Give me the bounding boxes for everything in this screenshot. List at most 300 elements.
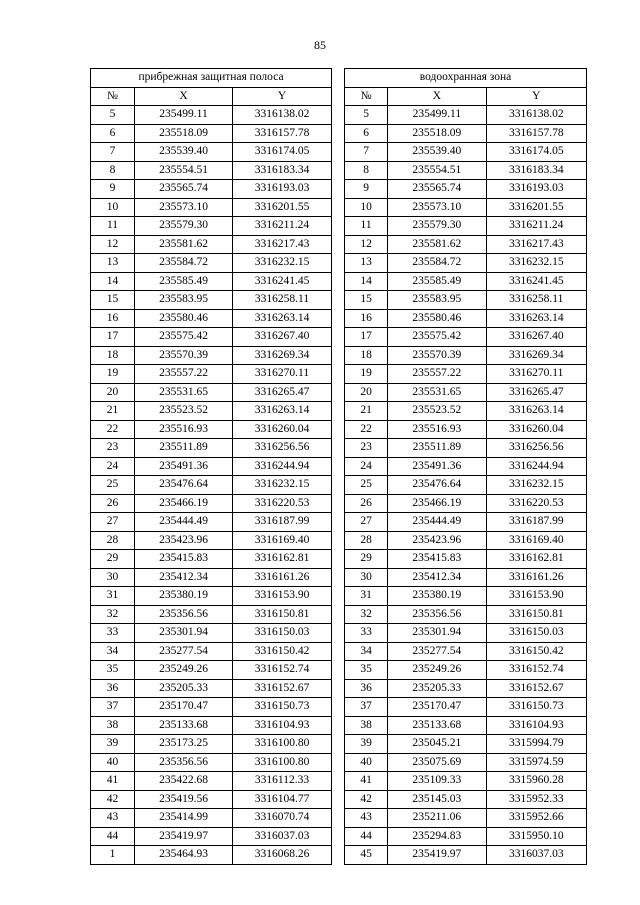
cell-x: 235518.09 <box>388 124 486 143</box>
table-row <box>345 846 587 865</box>
table-row <box>91 106 332 125</box>
table-row <box>345 661 587 680</box>
cell-y: 3316150.03 <box>486 624 586 643</box>
cell-x: 235133.68 <box>388 716 486 735</box>
table-row <box>345 291 587 310</box>
cell-y: 3316265.47 <box>486 383 586 402</box>
cell-x: 235518.09 <box>135 124 233 143</box>
cell-number: 44 <box>345 827 388 846</box>
cell-x: 235249.26 <box>388 661 486 680</box>
cell-y: 3316267.40 <box>486 328 586 347</box>
cell-number: 17 <box>91 328 135 347</box>
cell-x: 235075.69 <box>388 753 486 772</box>
cell-y: 3315952.33 <box>486 790 586 809</box>
cell-y: 3316100.80 <box>233 753 332 772</box>
cell-x: 235170.47 <box>135 698 233 717</box>
cell-y: 3316068.26 <box>233 846 332 865</box>
cell-number: 11 <box>345 217 388 236</box>
cell-x: 235414.99 <box>135 809 233 828</box>
cell-y: 3315952.66 <box>486 809 586 828</box>
cell-x: 235301.94 <box>388 624 486 643</box>
cell-number: 37 <box>345 698 388 717</box>
cell-x: 235466.19 <box>135 494 233 513</box>
cell-y: 3316169.40 <box>486 531 586 550</box>
cell-x: 235583.95 <box>388 291 486 310</box>
cell-x: 235584.72 <box>135 254 233 273</box>
table-row <box>91 753 332 772</box>
cell-y: 3316100.80 <box>233 735 332 754</box>
cell-y: 3316258.11 <box>486 291 586 310</box>
table-row <box>345 439 587 458</box>
table-row <box>345 568 587 587</box>
cell-y: 3316112.33 <box>233 772 332 791</box>
table-row <box>345 716 587 735</box>
cell-y: 3316260.04 <box>486 420 586 439</box>
cell-x: 235575.42 <box>388 328 486 347</box>
cell-number: 25 <box>345 476 388 495</box>
cell-y: 3316152.67 <box>486 679 586 698</box>
table-row <box>91 272 332 291</box>
cell-number: 31 <box>345 587 388 606</box>
table-row <box>91 846 332 865</box>
table-row <box>345 346 587 365</box>
table-row <box>345 753 587 772</box>
table-row <box>91 383 332 402</box>
cell-x: 235423.96 <box>135 531 233 550</box>
cell-x: 235419.97 <box>135 827 233 846</box>
cell-number: 18 <box>345 346 388 365</box>
cell-y: 3316150.42 <box>486 642 586 661</box>
cell-y: 3316150.81 <box>233 605 332 624</box>
cell-number: 1 <box>91 846 135 865</box>
cell-number: 14 <box>345 272 388 291</box>
cell-y: 3316150.73 <box>233 698 332 717</box>
cell-x: 235511.89 <box>135 439 233 458</box>
cell-number: 5 <box>91 106 135 125</box>
cell-number: 24 <box>345 457 388 476</box>
cell-number: 29 <box>91 550 135 569</box>
cell-y: 3316037.03 <box>486 846 586 865</box>
cell-number: 23 <box>345 439 388 458</box>
cell-y: 3316217.43 <box>486 235 586 254</box>
cell-y: 3316104.93 <box>233 716 332 735</box>
cell-y: 3316263.14 <box>233 309 332 328</box>
cell-x: 235294.83 <box>388 827 486 846</box>
cell-number: 32 <box>91 605 135 624</box>
table-row <box>91 161 332 180</box>
cell-x: 235531.65 <box>388 383 486 402</box>
cell-y: 3316232.15 <box>486 476 586 495</box>
cell-x: 235557.22 <box>135 365 233 384</box>
column-header-x: X <box>135 87 233 106</box>
table-row <box>91 439 332 458</box>
cell-y: 3315950.10 <box>486 827 586 846</box>
cell-x: 235516.93 <box>135 420 233 439</box>
column-header-number: № <box>345 87 388 106</box>
table-row <box>345 254 587 273</box>
cell-number: 7 <box>345 143 388 162</box>
cell-x: 235415.83 <box>388 550 486 569</box>
cell-y: 3316211.24 <box>233 217 332 236</box>
cell-y: 3316157.78 <box>233 124 332 143</box>
cell-y: 3316187.99 <box>233 513 332 532</box>
table-row <box>91 698 332 717</box>
cell-x: 235580.46 <box>135 309 233 328</box>
table-row <box>91 624 332 643</box>
table-title-row <box>345 69 587 88</box>
table-row <box>91 217 332 236</box>
cell-y: 3316263.14 <box>486 309 586 328</box>
cell-x: 235573.10 <box>135 198 233 217</box>
cell-number: 15 <box>345 291 388 310</box>
table-row <box>91 809 332 828</box>
cell-y: 3316152.67 <box>233 679 332 698</box>
cell-x: 235133.68 <box>135 716 233 735</box>
cell-number: 8 <box>91 161 135 180</box>
cell-x: 235419.56 <box>135 790 233 809</box>
table-row <box>91 402 332 421</box>
table-row <box>91 531 332 550</box>
cell-x: 235511.89 <box>388 439 486 458</box>
cell-number: 25 <box>91 476 135 495</box>
cell-x: 235277.54 <box>388 642 486 661</box>
cell-x: 235579.30 <box>135 217 233 236</box>
cell-number: 34 <box>91 642 135 661</box>
table-row <box>91 679 332 698</box>
cell-x: 235499.11 <box>135 106 233 125</box>
cell-number: 29 <box>345 550 388 569</box>
cell-y: 3316201.55 <box>233 198 332 217</box>
cell-x: 235444.49 <box>135 513 233 532</box>
cell-number: 43 <box>91 809 135 828</box>
table-row <box>91 420 332 439</box>
cell-x: 235554.51 <box>388 161 486 180</box>
table-row <box>91 365 332 384</box>
cell-x: 235205.33 <box>135 679 233 698</box>
table-title: водоохранная зона <box>345 69 587 88</box>
left-coordinates-table <box>90 68 332 865</box>
cell-y: 3316157.78 <box>486 124 586 143</box>
right-coordinates-table <box>344 68 587 865</box>
cell-x: 235565.74 <box>388 180 486 199</box>
cell-x: 235422.68 <box>135 772 233 791</box>
table-row <box>345 420 587 439</box>
cell-number: 23 <box>91 439 135 458</box>
cell-number: 34 <box>345 642 388 661</box>
cell-number: 26 <box>91 494 135 513</box>
column-header-y: Y <box>486 87 586 106</box>
table-row <box>345 698 587 717</box>
cell-number: 12 <box>345 235 388 254</box>
cell-x: 235415.83 <box>135 550 233 569</box>
cell-number: 22 <box>345 420 388 439</box>
table-row <box>91 772 332 791</box>
table-row <box>91 457 332 476</box>
cell-y: 3316256.56 <box>486 439 586 458</box>
table-row <box>91 346 332 365</box>
cell-number: 31 <box>91 587 135 606</box>
cell-y: 3316037.03 <box>233 827 332 846</box>
cell-y: 3316260.04 <box>233 420 332 439</box>
cell-y: 3316267.40 <box>233 328 332 347</box>
cell-number: 18 <box>91 346 135 365</box>
cell-x: 235539.40 <box>135 143 233 162</box>
cell-y: 3316241.45 <box>233 272 332 291</box>
cell-number: 45 <box>345 846 388 865</box>
cell-x: 235573.10 <box>388 198 486 217</box>
cell-x: 235585.49 <box>135 272 233 291</box>
cell-x: 235356.56 <box>388 605 486 624</box>
table-row <box>345 531 587 550</box>
cell-number: 28 <box>91 531 135 550</box>
cell-number: 33 <box>345 624 388 643</box>
cell-number: 13 <box>345 254 388 273</box>
cell-number: 42 <box>345 790 388 809</box>
cell-number: 32 <box>345 605 388 624</box>
cell-number: 13 <box>91 254 135 273</box>
cell-x: 235491.36 <box>135 457 233 476</box>
table-row <box>91 328 332 347</box>
cell-y: 3316256.56 <box>233 439 332 458</box>
table-row <box>345 679 587 698</box>
cell-number: 44 <box>91 827 135 846</box>
cell-y: 3316138.02 <box>233 106 332 125</box>
cell-y: 3316217.43 <box>233 235 332 254</box>
table-row <box>345 383 587 402</box>
table-row <box>345 809 587 828</box>
cell-y: 3316150.73 <box>486 698 586 717</box>
cell-x: 235412.34 <box>388 568 486 587</box>
table-row <box>345 309 587 328</box>
table-row <box>345 605 587 624</box>
table-row <box>345 328 587 347</box>
cell-number: 27 <box>91 513 135 532</box>
cell-y: 3316162.81 <box>486 550 586 569</box>
cell-y: 3316183.34 <box>233 161 332 180</box>
cell-x: 235466.19 <box>388 494 486 513</box>
table-row <box>345 494 587 513</box>
cell-y: 3316244.94 <box>233 457 332 476</box>
cell-x: 235380.19 <box>135 587 233 606</box>
table-header-row <box>345 87 587 106</box>
cell-x: 235419.97 <box>388 846 486 865</box>
cell-y: 3316150.42 <box>233 642 332 661</box>
cell-number: 21 <box>91 402 135 421</box>
table-row <box>91 790 332 809</box>
cell-x: 235579.30 <box>388 217 486 236</box>
table-row <box>91 642 332 661</box>
cell-x: 235249.26 <box>135 661 233 680</box>
cell-x: 235531.65 <box>135 383 233 402</box>
table-row <box>91 513 332 532</box>
cell-x: 235585.49 <box>388 272 486 291</box>
cell-number: 20 <box>345 383 388 402</box>
cell-y: 3316174.05 <box>233 143 332 162</box>
cell-x: 235173.25 <box>135 735 233 754</box>
cell-x: 235211.06 <box>388 809 486 828</box>
cell-x: 235523.52 <box>135 402 233 421</box>
table-row <box>91 716 332 735</box>
cell-x: 235570.39 <box>135 346 233 365</box>
column-header-x: X <box>388 87 486 106</box>
table-row <box>91 143 332 162</box>
cell-number: 16 <box>91 309 135 328</box>
cell-x: 235539.40 <box>388 143 486 162</box>
cell-x: 235423.96 <box>388 531 486 550</box>
cell-y: 3316265.47 <box>233 383 332 402</box>
cell-x: 235356.56 <box>135 605 233 624</box>
cell-y: 3316070.74 <box>233 809 332 828</box>
cell-number: 20 <box>91 383 135 402</box>
cell-number: 16 <box>345 309 388 328</box>
cell-number: 43 <box>345 809 388 828</box>
table-row <box>345 624 587 643</box>
cell-x: 235045.21 <box>388 735 486 754</box>
cell-number: 12 <box>91 235 135 254</box>
cell-y: 3316183.34 <box>486 161 586 180</box>
cell-y: 3316232.15 <box>486 254 586 273</box>
table-row <box>91 735 332 754</box>
cell-x: 235277.54 <box>135 642 233 661</box>
cell-x: 235584.72 <box>388 254 486 273</box>
cell-x: 235356.56 <box>135 753 233 772</box>
table-row <box>345 735 587 754</box>
cell-y: 3316232.15 <box>233 476 332 495</box>
cell-number: 40 <box>91 753 135 772</box>
cell-x: 235580.46 <box>388 309 486 328</box>
table-row <box>91 235 332 254</box>
table-row <box>345 550 587 569</box>
cell-y: 3316193.03 <box>233 180 332 199</box>
cell-number: 35 <box>91 661 135 680</box>
table-row <box>345 513 587 532</box>
cell-number: 33 <box>91 624 135 643</box>
cell-number: 22 <box>91 420 135 439</box>
table-row <box>91 568 332 587</box>
column-header-y: Y <box>233 87 332 106</box>
cell-x: 235581.62 <box>135 235 233 254</box>
cell-y: 3316193.03 <box>486 180 586 199</box>
cell-number: 7 <box>91 143 135 162</box>
cell-x: 235464.93 <box>135 846 233 865</box>
table-row <box>91 180 332 199</box>
cell-number: 30 <box>91 568 135 587</box>
cell-number: 15 <box>91 291 135 310</box>
cell-number: 30 <box>345 568 388 587</box>
table-row <box>345 124 587 143</box>
cell-y: 3316153.90 <box>486 587 586 606</box>
table-row <box>345 772 587 791</box>
cell-y: 3316152.74 <box>486 661 586 680</box>
cell-y: 3316201.55 <box>486 198 586 217</box>
cell-x: 235205.33 <box>388 679 486 698</box>
column-header-number: № <box>91 87 135 106</box>
table-row <box>91 476 332 495</box>
cell-y: 3316169.40 <box>233 531 332 550</box>
cell-y: 3316174.05 <box>486 143 586 162</box>
cell-x: 235565.74 <box>135 180 233 199</box>
cell-number: 17 <box>345 328 388 347</box>
cell-x: 235499.11 <box>388 106 486 125</box>
table-row <box>91 124 332 143</box>
cell-y: 3315994.79 <box>486 735 586 754</box>
cell-number: 6 <box>91 124 135 143</box>
table-row <box>345 143 587 162</box>
cell-number: 27 <box>345 513 388 532</box>
table-row <box>345 642 587 661</box>
cell-x: 235523.52 <box>388 402 486 421</box>
cell-number: 40 <box>345 753 388 772</box>
table-header-row <box>91 87 332 106</box>
cell-x: 235380.19 <box>388 587 486 606</box>
cell-y: 3316161.26 <box>486 568 586 587</box>
cell-y: 3316152.74 <box>233 661 332 680</box>
cell-x: 235476.64 <box>388 476 486 495</box>
cell-number: 41 <box>91 772 135 791</box>
table-row <box>345 790 587 809</box>
cell-x: 235557.22 <box>388 365 486 384</box>
table-row <box>345 217 587 236</box>
cell-y: 3316138.02 <box>486 106 586 125</box>
cell-number: 24 <box>91 457 135 476</box>
cell-y: 3316150.81 <box>486 605 586 624</box>
table-row <box>91 198 332 217</box>
cell-y: 3316270.11 <box>486 365 586 384</box>
cell-number: 28 <box>345 531 388 550</box>
cell-y: 3316104.77 <box>233 790 332 809</box>
cell-number: 10 <box>345 198 388 217</box>
cell-x: 235570.39 <box>388 346 486 365</box>
cell-y: 3316211.24 <box>486 217 586 236</box>
cell-y: 3316153.90 <box>233 587 332 606</box>
cell-y: 3316270.11 <box>233 365 332 384</box>
cell-number: 14 <box>91 272 135 291</box>
cell-y: 3316241.45 <box>486 272 586 291</box>
cell-y: 3316220.53 <box>486 494 586 513</box>
cell-y: 3316269.34 <box>233 346 332 365</box>
cell-y: 3316104.93 <box>486 716 586 735</box>
cell-number: 37 <box>91 698 135 717</box>
cell-x: 235583.95 <box>135 291 233 310</box>
cell-y: 3316220.53 <box>233 494 332 513</box>
cell-x: 235170.47 <box>388 698 486 717</box>
cell-number: 38 <box>345 716 388 735</box>
cell-number: 9 <box>345 180 388 199</box>
table-title-row <box>91 69 332 88</box>
cell-y: 3316263.14 <box>486 402 586 421</box>
cell-x: 235444.49 <box>388 513 486 532</box>
table-row <box>345 235 587 254</box>
cell-y: 3316150.03 <box>233 624 332 643</box>
cell-number: 26 <box>345 494 388 513</box>
cell-x: 235109.33 <box>388 772 486 791</box>
table-row <box>91 254 332 273</box>
cell-number: 41 <box>345 772 388 791</box>
cell-x: 235516.93 <box>388 420 486 439</box>
cell-y: 3316232.15 <box>233 254 332 273</box>
cell-number: 5 <box>345 106 388 125</box>
cell-y: 3316187.99 <box>486 513 586 532</box>
table-row <box>345 180 587 199</box>
table-row <box>91 587 332 606</box>
cell-x: 235581.62 <box>388 235 486 254</box>
table-row <box>345 272 587 291</box>
table-row <box>345 827 587 846</box>
cell-number: 39 <box>345 735 388 754</box>
cell-number: 38 <box>91 716 135 735</box>
cell-number: 42 <box>91 790 135 809</box>
cell-number: 39 <box>91 735 135 754</box>
